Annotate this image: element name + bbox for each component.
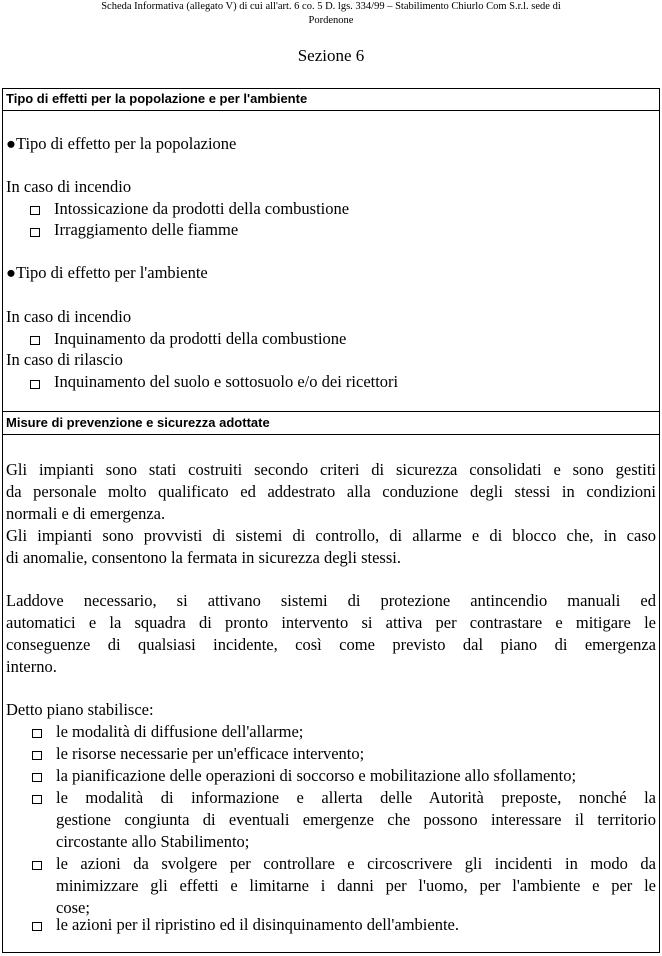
paragraph-line: interno.	[6, 657, 57, 676]
paragraph-line: Laddove necessario, si attivano sistemi di protezione antincendio manuali ed	[6, 591, 656, 610]
environment-effect-title: ●Tipo di effetto per l'ambiente	[6, 263, 208, 282]
paragraph-line: conseguenze di qualsiasi incidente, così come previsto dal piano di emergenza	[6, 635, 656, 654]
paragraph-line: Gli impianti sono provvisti di sistemi di controllo, di allarme e di blocco che, in caso	[6, 526, 656, 545]
population-item: Irraggiamento delle fiamme	[54, 220, 239, 239]
plan-item: le azioni per il ripristino ed il disinquinamento dell'ambiente.	[56, 915, 460, 934]
plan-item: le modalità di informazione e allerta delle Autorità preposte, nonché la	[56, 788, 656, 807]
paragraph-line: da personale molto qualificato ed addestrato alla conduzione degli stessi in condizioni	[6, 482, 656, 501]
paragraph-line: di anomalie, consentono la fermata in sicurezza degli stessi.	[6, 548, 401, 567]
divider	[2, 110, 660, 111]
checkbox-icon	[32, 773, 42, 782]
section-heading-measures: Misure di prevenzione e sicurezza adottate	[6, 415, 270, 430]
divider	[2, 411, 660, 412]
checkbox-icon	[30, 380, 40, 389]
document-header-line-2: Pordenone	[308, 15, 354, 26]
divider	[2, 434, 660, 435]
divider	[2, 88, 660, 89]
plan-intro: Detto piano stabilisce:	[6, 700, 154, 719]
population-item: Intossicazione da prodotti della combustione	[54, 199, 350, 218]
document-header-line-1: Scheda Informativa (allegato V) di cui all'art. 6 co. 5 D. lgs. 334/99 – Stabilimento Chiurlo Com S.r.l. sede di	[101, 1, 561, 12]
checkbox-icon	[32, 922, 42, 931]
checkbox-icon	[32, 729, 42, 738]
environment-item: Inquinamento del suolo e sottosuolo e/o dei ricettori	[54, 372, 399, 391]
population-case-fire: In caso di incendio	[6, 177, 132, 196]
checkbox-icon	[32, 795, 42, 804]
plan-item-continued: circostante allo Stabilimento;	[56, 832, 250, 851]
plan-item: le modalità di diffusione dell'allarme;	[56, 722, 304, 741]
paragraph-line: normali e di emergenza.	[6, 504, 166, 523]
plan-item-continued: minimizzare gli effetti e limitarne i danni per l'uomo, per l'ambiente e per le	[56, 876, 656, 895]
environment-item: Inquinamento da prodotti della combustione	[54, 329, 347, 348]
environment-case-fire: In caso di incendio	[6, 307, 132, 326]
checkbox-icon	[30, 206, 40, 215]
checkbox-icon	[30, 228, 40, 237]
paragraph-line: Gli impianti sono stati costruiti secondo criteri di sicurezza consolidati e sono gestiti	[6, 460, 656, 479]
plan-item: le azioni da svolgere per controllare e circoscrivere gli incidenti in modo da	[56, 854, 656, 873]
paragraph-line: automatici e la squadra di pronto intervento si attiva per contrastare e mitigare le	[6, 613, 656, 632]
plan-item-continued: gestione congiunta di eventuali emergenze che possono interessare il territorio	[56, 810, 656, 829]
plan-item-continued: cose;	[56, 898, 90, 917]
plan-item: le risorse necessarie per un'efficace intervento;	[56, 744, 365, 763]
plan-item: la pianificazione delle operazioni di soccorso e mobilitazione allo sfollamento;	[56, 766, 577, 785]
section-title: Sezione 6	[297, 46, 365, 65]
environment-case-release: In caso di rilascio	[6, 350, 123, 369]
checkbox-icon	[30, 336, 40, 345]
section-heading-effects: Tipo di effetti per la popolazione e per l'ambiente	[6, 91, 308, 106]
checkbox-icon	[32, 751, 42, 760]
checkbox-icon	[32, 861, 42, 870]
population-effect-title: ●Tipo di effetto per la popolazione	[6, 134, 237, 153]
